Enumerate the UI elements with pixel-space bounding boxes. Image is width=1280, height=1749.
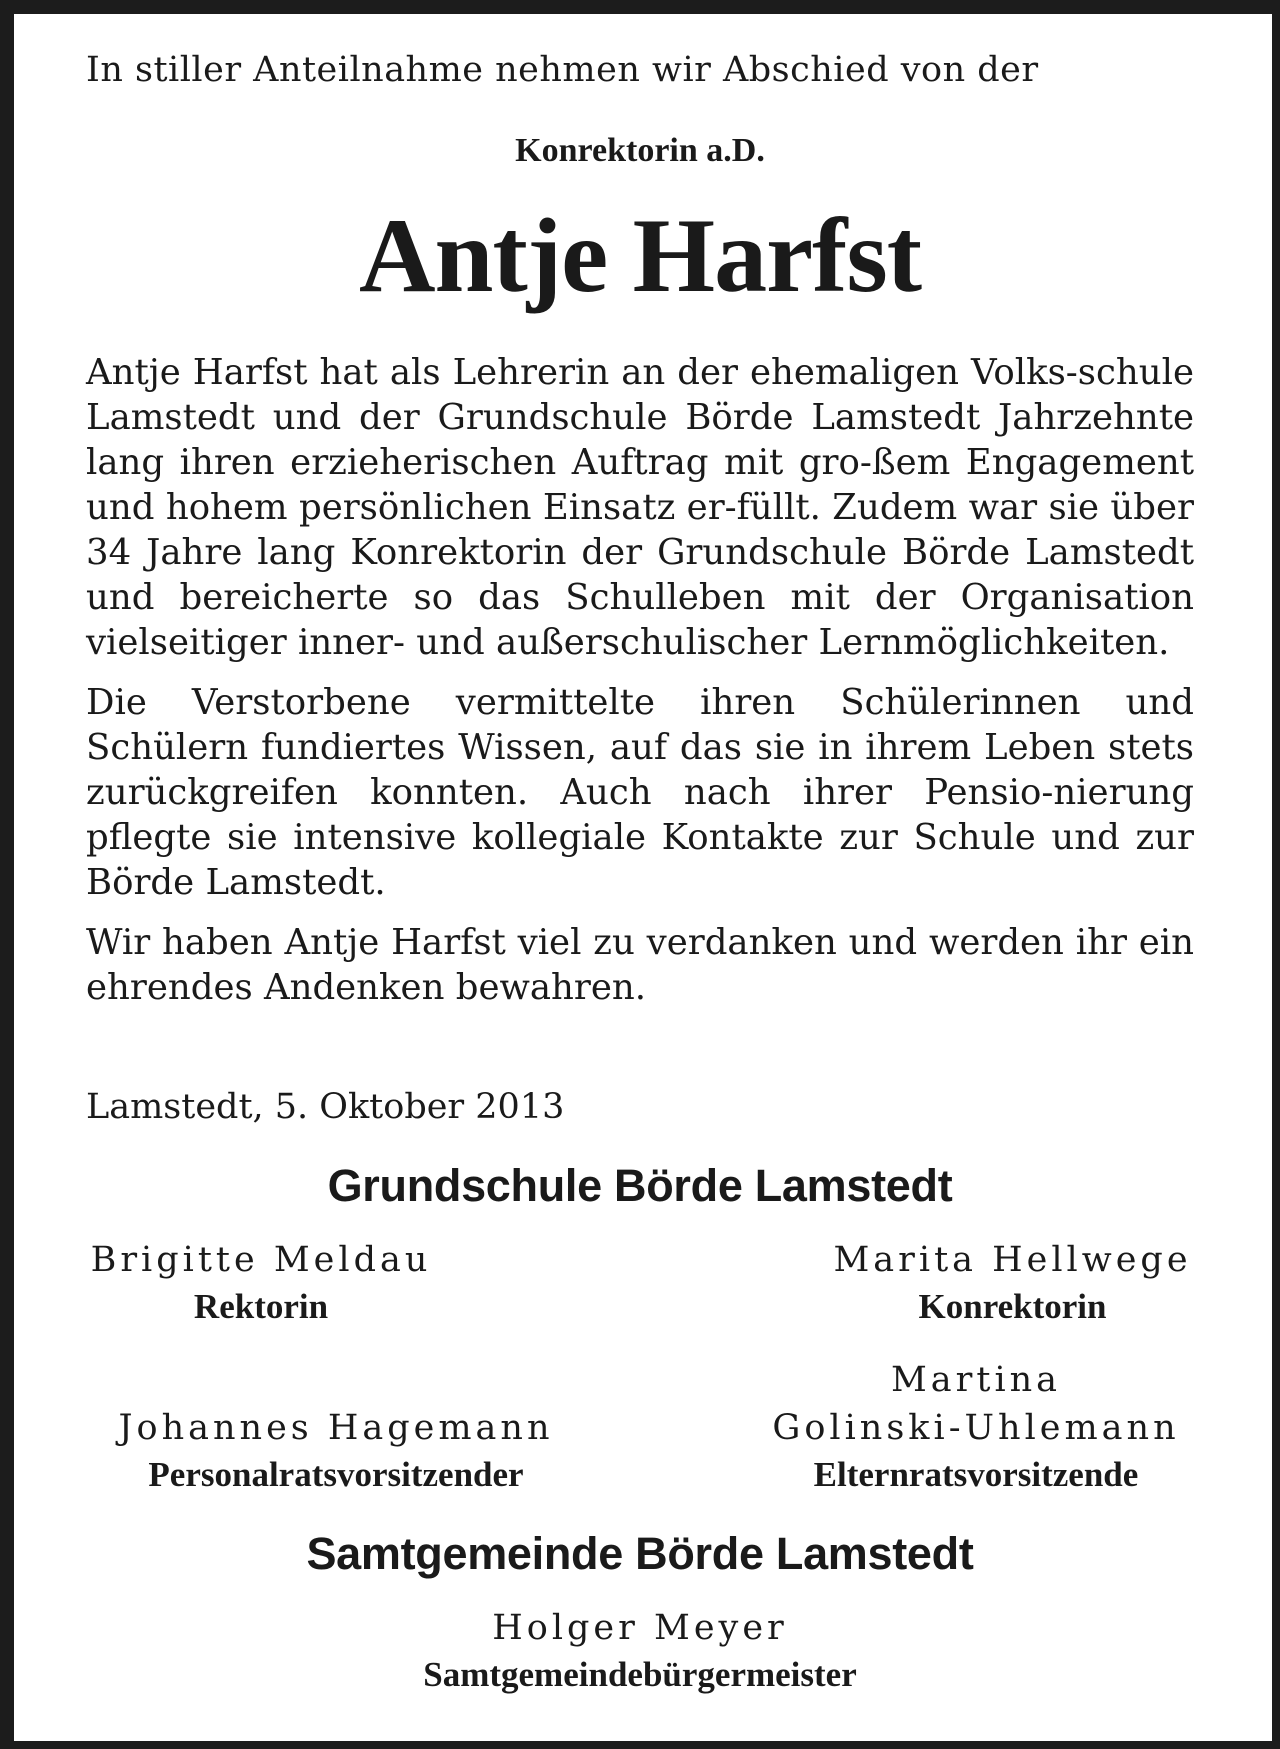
signatory-name: Holger Meyer — [492, 1608, 788, 1648]
signatory-meyer — [340, 1604, 940, 1698]
tribute-text — [86, 350, 1194, 1025]
signatory-role: Konrektorin — [918, 1287, 1107, 1326]
place-and-date: Lamstedt, 5. Oktober 2013 — [86, 1087, 565, 1127]
signatory-meldau — [86, 1236, 436, 1330]
organization-school: Grundschule Börde Lamstedt — [327, 1160, 953, 1211]
signatory-role: Rektorin — [193, 1287, 329, 1326]
tribute-paragraph-3: Wir haben Antje Harfst viel zu verdanken und werden ihr ein ehrendes Andenken bewahren. — [86, 922, 1194, 1008]
signatory-hagemann — [86, 1404, 586, 1498]
tribute-paragraph-2: Die Verstorbene vermittelte ihren Schülerinnen und Schülern fundiertes Wissen, auf das sie in ihrem Leben stets zurückgreifen konnten. Auch nach ihrer Pensio-nierung pflegte sie intensive kollegiale Kontakte zur Schule und zur Börde Lamstedt. — [86, 682, 1194, 903]
signatory-name: Marita Hellwege — [833, 1240, 1192, 1280]
signatory-golinski — [746, 1356, 1206, 1498]
organization-municipality: Samtgemeinde Börde Lamstedt — [306, 1528, 974, 1579]
signatory-role: Personalratsvorsitzender — [148, 1455, 524, 1494]
deceased-title: Konrektorin a.D. — [515, 132, 765, 169]
signatory-name-first: Martina — [890, 1360, 1062, 1400]
signatory-hellwege — [831, 1236, 1194, 1330]
signatory-role: Elternratsvorsitzende — [813, 1455, 1139, 1494]
signatory-role: Samtgemeindebürgermeister — [423, 1655, 857, 1694]
intro-line: In stiller Anteilnahme nehmen wir Abschied von der — [86, 50, 1039, 90]
signatory-name: Johannes Hagemann — [118, 1408, 554, 1448]
signatory-name-last: Golinski-Uhlemann — [772, 1408, 1180, 1448]
signatory-name: Brigitte Meldau — [90, 1240, 432, 1280]
tribute-paragraph-1: Antje Harfst hat als Lehrerin an der ehemaligen Volks-schule Lamstedt und der Grundschule Börde Lamstedt Jahrzehnte lang ihren erzieherischen Auftrag mit gro-ßem Engagement und hohem persönlichen Einsatz er-füllt. Zudem war sie über 34 Jahre lang Konrektorin der Grundschule Börde Lamstedt und bereicherte so das Schulleben mit der Organisation vielseitiger inner- und außerschulischer Lernmöglichkeiten. — [86, 352, 1194, 663]
deceased-name: Antje Harfst — [359, 197, 921, 314]
